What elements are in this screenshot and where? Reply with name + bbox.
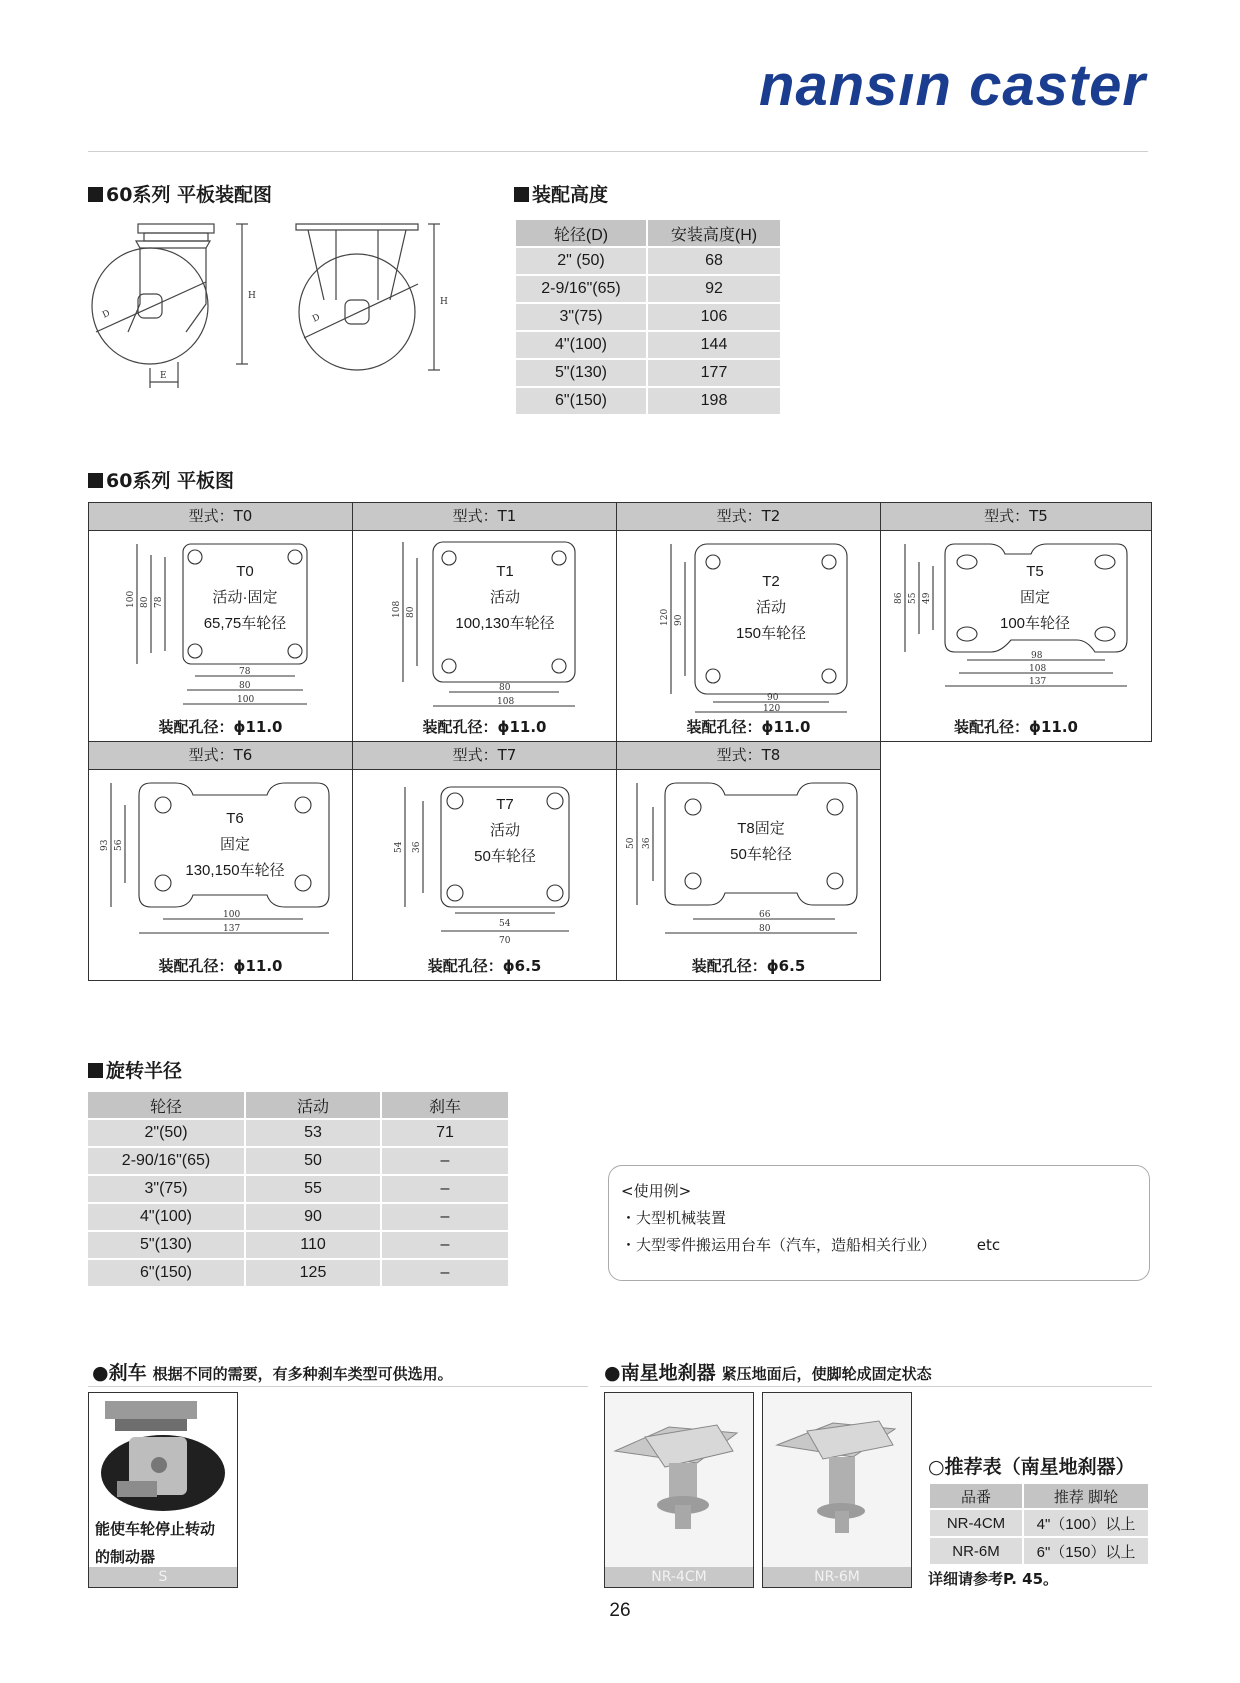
section-title-text: 装配高度 [532,184,609,206]
dim-label: 80 [140,596,150,608]
plate-card-t1 [352,502,617,742]
usage-title: <使用例> [621,1182,692,1200]
table-cell: 106 [647,303,781,331]
plate-hole-note: 装配孔径：ϕ11.0 [158,718,283,736]
plate-card-t2 [616,502,881,742]
plate-drawing-t7 [353,769,616,954]
floorlock-title: 南星地刹器 [620,1362,716,1384]
table-cell: 198 [647,387,781,415]
floor-lock-illustration [763,1393,911,1567]
swivel-header-brake: 刹车 [381,1091,509,1119]
usage-box [608,1165,1150,1281]
table-row [515,331,781,359]
dim-label: 100 [237,695,255,705]
plate-label: 活动 [489,589,521,606]
table-cell: 4"(100) [87,1203,245,1231]
dim-label: 120 [763,704,781,714]
dim-label: 78 [239,667,251,677]
plate-hole-note: 装配孔径：ϕ6.5 [691,957,806,975]
table-cell: 68 [647,247,781,275]
table-cell: 2-90/16"(65) [87,1147,245,1175]
assembly-drawing [88,212,488,402]
height-header-install: 安装高度(H) [647,219,781,247]
brake-divider [88,1386,588,1387]
plate-label: 活动·固定 [212,589,278,606]
dim-label: 93 [100,839,110,851]
dim-label: 70 [499,936,511,946]
table-cell: 4"（100）以上 [1023,1509,1149,1537]
section-title-height [514,180,608,207]
plate-drawing-t1 [353,530,616,715]
table-cell: 90 [245,1203,381,1231]
square-bullet-icon [88,473,103,488]
plate-label: 100,130车轮径 [455,615,555,632]
plate-card-t6 [88,741,353,981]
dim-label: 90 [767,693,779,703]
plate-label: 固定 [219,836,251,853]
table-cell: 177 [647,359,781,387]
dim-label: 54 [394,841,404,853]
table-cell: 53 [245,1119,381,1147]
dim-label: 36 [642,837,652,849]
plate-label: 活动 [489,822,521,839]
table-row [515,247,781,275]
plate-label: 50车轮径 [730,846,792,863]
recommend-header: 推荐 脚轮 [1023,1483,1149,1509]
plate-label: T5 [1026,563,1044,580]
label-e: E [160,371,167,381]
plate-header: 型式：T5 [881,503,1151,531]
header-divider [88,151,1148,152]
plate-header: 型式：T1 [353,503,616,531]
table-row [515,387,781,415]
floorlock-photo-2 [762,1392,912,1588]
table-row [515,359,781,387]
height-table [514,218,782,416]
plate-header: 型式：T7 [353,742,616,770]
page-number: 26 [609,1600,631,1621]
plate-header: 型式：T8 [617,742,880,770]
table-row [87,1231,509,1259]
dim-label: 90 [674,614,684,626]
dim-label: 108 [497,697,515,707]
floorlock-divider [600,1386,1152,1387]
table-cell: 50 [245,1147,381,1175]
table-cell: – [381,1175,509,1203]
brake-photo-label: S [89,1567,237,1587]
section-title-plates [88,466,234,493]
table-cell: 3"(75) [87,1175,245,1203]
section-title-text: 60系列 平板图 [106,470,235,492]
dim-label: 49 [922,592,932,604]
plate-drawing-t6 [89,769,352,954]
dim-label: 137 [223,924,241,934]
table-row [515,275,781,303]
label-h-swivel: H [248,291,256,301]
dim-label: 100 [223,910,241,920]
dim-label: 56 [114,839,124,851]
brake-caption [95,1515,215,1571]
plate-drawing-t2 [617,530,880,715]
brand-logo: nansın caster [759,53,1146,118]
label-d-swivel: D [101,308,112,321]
brake-desc: 根据不同的需要，有多种刹车类型可供选用。 [152,1365,453,1383]
recommend-table [928,1482,1150,1566]
plate-card-t5 [880,502,1152,742]
dim-label: 66 [759,910,771,920]
plate-label: T6 [226,810,244,827]
label-d-rigid: D [311,312,322,325]
plate-label: 固定 [1019,589,1051,606]
usage-item-row [621,1232,1137,1259]
plate-grid [88,502,1152,982]
height-header-wheel: 轮径(D) [515,219,647,247]
dim-label: 80 [239,681,251,691]
section-title-text: 旋转半径 [106,1060,183,1082]
table-cell: 2" (50) [515,247,647,275]
brake-title: 刹车 [108,1362,147,1384]
dim-label: 108 [1029,664,1047,674]
dim-label: 80 [499,683,511,693]
plate-card-t0 [88,502,353,742]
plate-card-t8 [616,741,881,981]
table-cell: 55 [245,1175,381,1203]
table-row [87,1203,509,1231]
table-cell: 110 [245,1231,381,1259]
table-cell: 2-9/16"(65) [515,275,647,303]
dim-label: 50 [626,837,636,849]
plate-header: 型式：T6 [89,742,352,770]
plate-hole-note: 装配孔径：ϕ11.0 [422,718,547,736]
floorlock-title-row [604,1358,932,1385]
table-cell: 5"(130) [515,359,647,387]
usage-item: ・大型零件搬运用台车（汽车，造船相关行业） [621,1236,937,1254]
table-cell: 6"（150）以上 [1023,1537,1149,1565]
table-cell: 5"(130) [87,1231,245,1259]
dim-label: 54 [499,919,511,929]
section-title-text: 60系列 平板装配图 [106,184,273,206]
table-cell: 6"(150) [87,1259,245,1287]
dim-label: 137 [1029,677,1047,687]
plate-label: 50车轮径 [474,848,536,865]
swivel-header-swivel: 活动 [245,1091,381,1119]
dim-label: 80 [759,924,771,934]
floorlock-photo-label: NR-4CM [605,1567,753,1587]
table-cell: 6"(150) [515,387,647,415]
plate-header: 型式：T2 [617,503,880,531]
plate-label: 130,150车轮径 [185,862,285,879]
table-row [87,1147,509,1175]
brake-photo [88,1392,238,1588]
swivel-header-wheel: 轮径 [87,1091,245,1119]
brake-caption-line: 的制动器 [95,1548,156,1566]
section-title-assembly [88,180,272,207]
recommend-header: 品番 [929,1483,1023,1509]
plate-drawing-t5 [881,530,1151,715]
dim-label: 36 [412,841,422,853]
dim-label: 108 [392,600,402,618]
plate-label: 65,75车轮径 [203,615,287,632]
dim-label: 55 [908,592,918,604]
reference-note: 详细请参考P. 45。 [928,1570,1059,1588]
swivel-table [86,1090,510,1288]
dim-label: 98 [1031,651,1043,661]
label-h-rigid: H [440,297,448,307]
usage-etc: etc [976,1236,1001,1254]
dim-label: 78 [154,596,164,608]
table-row [515,303,781,331]
plate-label: T8固定 [737,820,785,837]
table-cell: 144 [647,331,781,359]
table-row [929,1537,1149,1565]
plate-drawing-t8 [617,769,880,954]
table-cell: – [381,1203,509,1231]
brake-caster-illustration [89,1393,237,1511]
plate-label: T0 [236,563,254,580]
table-cell: 92 [647,275,781,303]
square-bullet-icon [514,187,529,202]
square-bullet-icon [88,1063,103,1078]
section-title-swivel [88,1056,182,1083]
dim-label: 100 [126,590,136,608]
plate-hole-note: 装配孔径：ϕ11.0 [686,718,811,736]
table-cell: – [381,1259,509,1287]
plate-label: 活动 [755,599,787,616]
circle-bullet-icon: ● [604,1362,621,1384]
floor-lock-illustration [605,1393,753,1567]
table-row [87,1259,509,1287]
table-cell: NR-4CM [929,1509,1023,1537]
plate-hole-note: 装配孔径：ϕ11.0 [954,718,1078,736]
table-cell: 3"(75) [515,303,647,331]
plate-label: T1 [496,563,514,580]
table-cell: 71 [381,1119,509,1147]
plate-label: 150车轮径 [735,625,807,642]
table-row [929,1509,1149,1537]
square-bullet-icon [88,187,103,202]
dim-label: 80 [406,606,416,618]
plate-hole-note: 装配孔径：ϕ11.0 [158,957,283,975]
table-cell: NR-6M [929,1537,1023,1565]
plate-hole-note: 装配孔径：ϕ6.5 [427,957,542,975]
plate-header: 型式：T0 [89,503,352,531]
brake-title-row [92,1358,453,1385]
floorlock-photo-label: NR-6M [763,1567,911,1587]
table-cell: 4"(100) [515,331,647,359]
floorlock-photo-1 [604,1392,754,1588]
table-cell: 2"(50) [87,1119,245,1147]
plate-label: T2 [762,573,780,590]
plate-card-t7 [352,741,617,981]
floorlock-desc: 紧压地面后，使脚轮成固定状态 [721,1365,932,1383]
dim-label: 86 [894,592,904,604]
table-cell: 125 [245,1259,381,1287]
table-row [87,1175,509,1203]
recommend-title: ○推荐表（南星地刹器） [928,1456,1135,1478]
plate-label: 100车轮径 [999,615,1071,632]
dim-label: 120 [660,608,670,626]
table-cell: – [381,1147,509,1175]
circle-bullet-icon: ● [92,1362,109,1384]
table-row [87,1119,509,1147]
plate-drawing-t0 [89,530,352,715]
plate-label: T7 [496,796,514,813]
brake-caption-line: 能使车轮停止转动 [95,1520,216,1538]
usage-item: ・大型机械装置 [621,1209,727,1227]
table-cell: – [381,1231,509,1259]
